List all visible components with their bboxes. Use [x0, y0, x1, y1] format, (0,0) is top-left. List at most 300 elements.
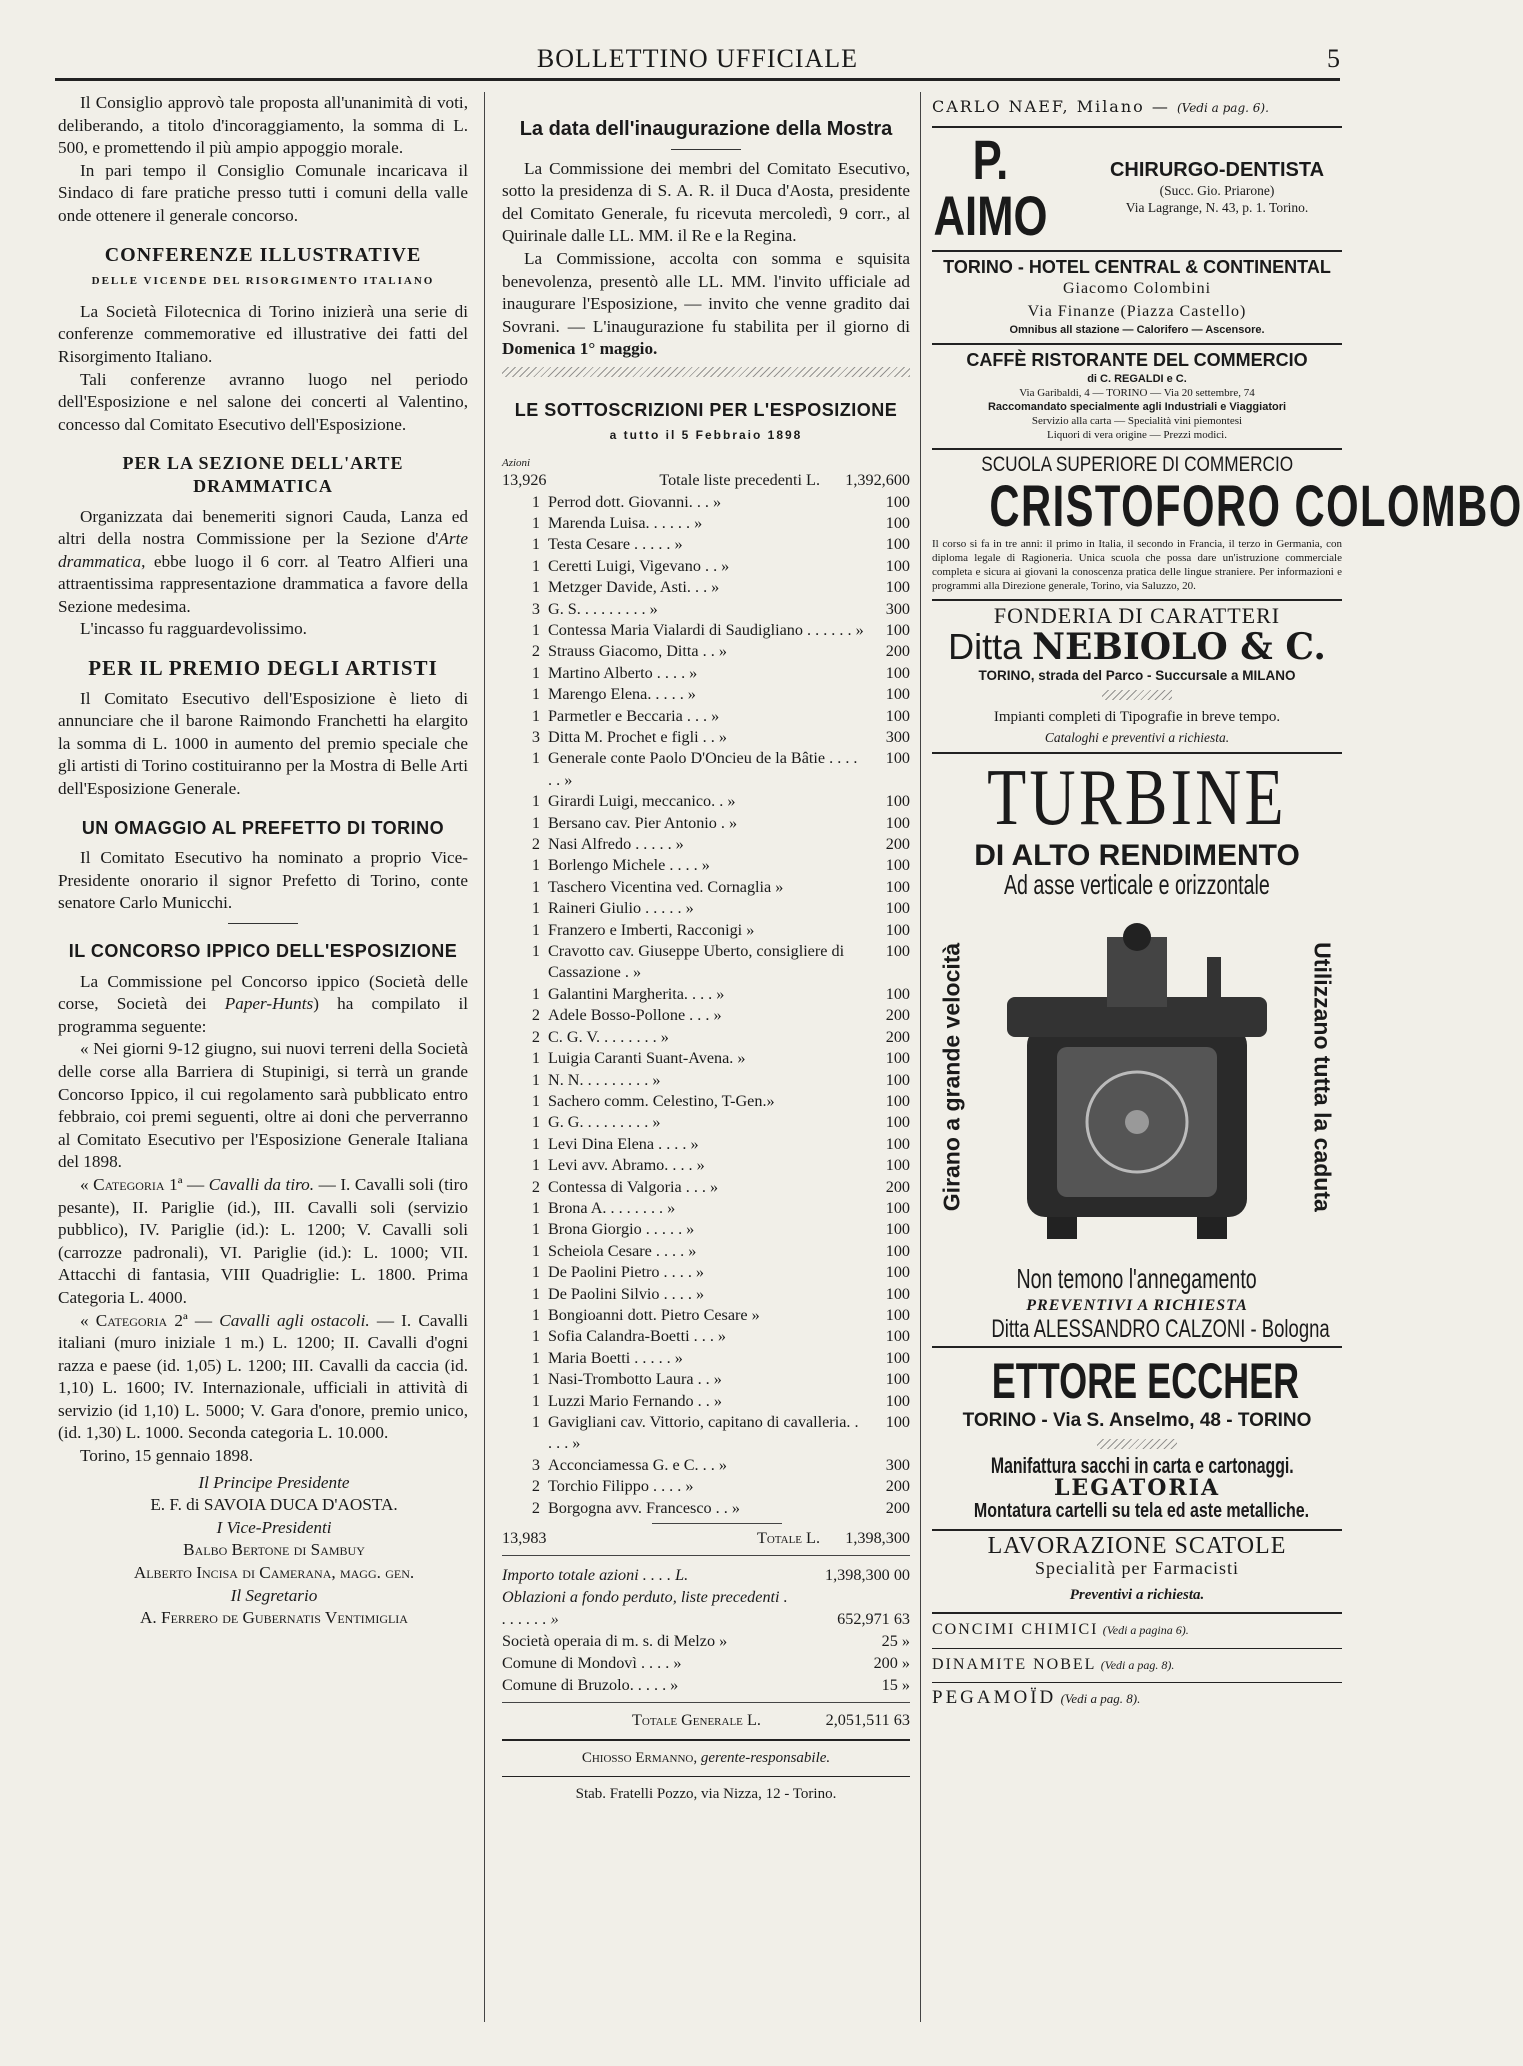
- table-row: [502, 1134, 910, 1155]
- totals-row: [502, 1630, 910, 1652]
- cell-name: Sachero comm. Celestino, T-Gen.»: [548, 1091, 775, 1110]
- cell-name: Scheiola Cesare . . . . »: [548, 1241, 697, 1260]
- aimo-block: [932, 127, 1342, 247]
- turbine-axes-text: Ad asse verticale e orizzontale: [1004, 868, 1270, 900]
- dinamite-ref: (Vedi a pag. 8).: [1100, 1657, 1175, 1672]
- cell-value: 100: [885, 1391, 910, 1410]
- fonderia-title: FONDERIA DI CARATTERI: [993, 602, 1281, 628]
- category-label: « Categoria 2ª —: [80, 1310, 220, 1330]
- date-line: Torino, 15 gennaio 1898.: [80, 1446, 254, 1466]
- text: , ebbe luogo il 6 corr. al Teatro Alfieri una attraentissima rappresentazione drammatica a favore della Sezione medesima.: [58, 551, 468, 616]
- fonderia-address: TORINO, strada del Parco - Succursale a MILANO: [978, 668, 1296, 684]
- text: Organizzata dai benemeriti signori Cauda, Lanza ed altri della nostra Commissione per la Sezione d': [58, 506, 468, 549]
- ad-calzoni: [932, 754, 1342, 1348]
- text: — I. Cavalli soli (tiro pesante), II. Pariglie (id.), III. Cavalli soli (servizio pubblico), IV. Pariglie (id.): L. 1200; V. Cavalli soli (carrozze padronali), VI. Pariglie (id.): L. 1000; VII. Attacchi di fantasia, VIII Quadriglie: L. 1800. Prima Categoria L. 4000.: [58, 1174, 468, 1307]
- cell-value: 200: [885, 1006, 910, 1025]
- paragraph: [502, 248, 910, 361]
- cell-value: 100: [885, 535, 910, 554]
- table-row: [502, 1455, 910, 1476]
- signature-name: Alberto Incisa di Camerana, magg. gen.: [133, 1563, 415, 1583]
- cell-quantity: 1: [531, 1198, 540, 1217]
- sottoscrizioni-heading: LE SOTTOSCRIZIONI PER L'ESPOSIZIONE: [514, 399, 898, 420]
- cell-name: G. G. . . . . . . . . »: [548, 1113, 661, 1132]
- cell-value: 100: [885, 856, 910, 875]
- cell-name: Gavigliani cav. Vittorio, capitano di cavalleria. . . . . »: [548, 1413, 859, 1453]
- conferenze-heading: CONFERENZE ILLUSTRATIVE: [104, 243, 422, 266]
- cell-quantity: 2: [531, 1498, 540, 1517]
- cell-quantity: 1: [531, 877, 540, 896]
- scatole-title: LAVORAZIONE SCATOLE: [987, 1532, 1287, 1559]
- paragraph: Il Consiglio approvò tale proposta all'unanimità di voti, deliberando, a titolo d'incoraggiamento, la somma di L. 500, e promettendo il più ampio appoggio morale.: [58, 93, 468, 158]
- table-row: [502, 1219, 910, 1240]
- cell-quantity: 2: [531, 1027, 540, 1046]
- column-ads: [932, 92, 1523, 1717]
- cell-quantity: 1: [531, 899, 540, 918]
- gerente-role: gerente-responsabile.: [700, 1750, 831, 1767]
- cell-value: 100: [885, 513, 910, 532]
- eccher-line-text: Montatura cartelli su tela ed aste metalliche.: [973, 1499, 1310, 1522]
- totals-row: [502, 1674, 910, 1696]
- cell-name: De Paolini Pietro . . . . »: [548, 1263, 705, 1282]
- cell-quantity: 1: [531, 1327, 540, 1346]
- cell-value: 300: [885, 599, 910, 618]
- table-row: [502, 1305, 910, 1326]
- aimo-address: Via Lagrange, N. 43, p. 1. Torino.: [1125, 199, 1309, 215]
- fonderia-line: Impianti completi di Tipografie in breve tempo.: [993, 709, 1281, 726]
- caffe-title: CAFFÈ RISTORANTE DEL COMMERCIO: [966, 350, 1308, 371]
- cell-value: 100: [885, 899, 910, 918]
- table-row: [502, 1241, 910, 1262]
- cell-label: Totale L.: [756, 1529, 820, 1548]
- cell-name: Marenda Luisa. . . . . . »: [548, 513, 703, 532]
- cell-value: 100: [885, 984, 910, 1003]
- scuola-text: Il corso si fa in tre anni: il primo in Italia, il secondo in Francia, il terzo in Germania, con diploma legale di Ragioneria. Unica scuola che possa dare un'istruzione commerciale completa e sicura ai giovani la conoscenza pratica delle lingue straniere. Per informazioni e programmi alla Direzione generale, Torino, via Saluzzo, 20.: [932, 537, 1342, 592]
- gerente-line: [502, 1747, 910, 1770]
- cell-name: Sofia Calandra-Boetti . . . »: [548, 1327, 727, 1346]
- ad-dinamite: [932, 1649, 1342, 1684]
- cell-name: Cravotto cav. Giuseppe Uberto, consigliere di Cassazione . »: [548, 942, 845, 982]
- signature-role: Il Principe Presidente: [198, 1472, 350, 1492]
- cell-value: 100: [885, 1070, 910, 1089]
- column-middle: [502, 92, 910, 1806]
- ad-caffe: [932, 345, 1342, 450]
- cell-quantity: 1: [531, 1049, 540, 1068]
- totals-row: [502, 1652, 910, 1674]
- table-row: [502, 898, 910, 919]
- cell-value: 100: [885, 578, 910, 597]
- cell-value: 200: [885, 1177, 910, 1196]
- naef-line: [932, 96, 1342, 120]
- cell-value: 100: [885, 1327, 910, 1346]
- hotel-note: Omnibus all stazione — Calorifero — Ascensore.: [1009, 324, 1265, 337]
- conferenze-subheading: DELLE VICENDE DEL RISORGIMENTO ITALIANO: [91, 275, 435, 288]
- cell-name: Bersano cav. Pier Antonio . »: [548, 813, 738, 832]
- cell-name: Contessa Maria Vialardi di Saudigliano . . . . . . »: [548, 620, 864, 639]
- cell-value: 200: [885, 1027, 910, 1046]
- cell-name: Borgogna avv. Francesco . . »: [548, 1498, 740, 1517]
- table-row: [502, 1412, 910, 1455]
- table-row: [502, 1262, 910, 1283]
- ad-concimi: [932, 1614, 1342, 1649]
- cell-name: Levi Dina Elena . . . . »: [548, 1134, 699, 1153]
- cell-quantity: 1: [531, 1070, 540, 1089]
- cell-quantity: 1: [531, 1220, 540, 1239]
- divider: [502, 1702, 910, 1703]
- paragraph: Il Comitato Esecutivo ha nominato a proprio Vice-Presidente onorario il signor Prefetto di Torino, conte senatore Carlo Municchi.: [58, 848, 468, 913]
- grand-total-row: [502, 1709, 910, 1731]
- table-row: [502, 1091, 910, 1112]
- cell-value: 100: [885, 942, 910, 961]
- eccher-legatoria: LEGATORIA: [1053, 1475, 1221, 1502]
- cell-value: 200: [885, 1498, 910, 1517]
- cell-value: 100: [885, 1305, 910, 1324]
- column-divider: [920, 92, 921, 2022]
- totals-label: Comune di Mondovì . . . . »: [502, 1654, 682, 1673]
- table-row: [502, 1284, 910, 1305]
- turbine-preventivi: PREVENTIVI A RICHIESTA: [1026, 1296, 1248, 1314]
- cell-name: Ceretti Luigi, Vigevano . . »: [548, 556, 730, 575]
- fonderia-ditta: Ditta: [948, 626, 1033, 668]
- cell-quantity: 1: [531, 556, 540, 575]
- cell-value: 100: [885, 706, 910, 725]
- table-row: [502, 834, 910, 855]
- table-row: [502, 1369, 910, 1390]
- cell-value: 100: [885, 492, 910, 511]
- totals-row: [502, 1564, 910, 1586]
- scuola-title-text: SCUOLA SUPERIORE DI COMMERCIO: [981, 452, 1293, 476]
- caffe-address: Via Garibaldi, 4 — TORINO — Via 20 settembre, 74: [1019, 386, 1255, 399]
- cell-quantity: 3: [531, 728, 540, 746]
- cell-name: Generale conte Paolo D'Oncieu de la Bâtie . . . . . . »: [548, 749, 858, 789]
- cell-quantity: 1: [531, 513, 540, 532]
- cell-value: 100: [885, 1284, 910, 1303]
- hotel-address: Via Finanze (Piazza Castello): [1027, 302, 1247, 320]
- cell-quantity: 1: [531, 984, 540, 1003]
- inaugurazione-heading: La data dell'inaugurazione della Mostra: [519, 118, 893, 140]
- cell-name: Raineri Giulio . . . . . »: [548, 899, 694, 918]
- cell-quantity: 1: [531, 1391, 540, 1410]
- fonderia-line: Cataloghi e preventivi a richiesta.: [1044, 729, 1230, 745]
- turbine-machine-icon: [987, 917, 1287, 1247]
- eccher-line-text: Manifattura sacchi in carta e cartonaggi.: [990, 1452, 1294, 1478]
- table-row: [502, 1348, 910, 1369]
- turbine-annegamento: [932, 1263, 1342, 1295]
- caffe-line: Raccomandato specialmente agli Industriali e Viaggiatori: [987, 400, 1287, 413]
- paragraph: [58, 1174, 468, 1310]
- totals-label: Comune di Bruzolo. . . . . »: [502, 1676, 679, 1695]
- table-row: [502, 1476, 910, 1497]
- ad-scatole: [932, 1531, 1342, 1615]
- divider: [671, 149, 741, 150]
- cell-name: Ditta M. Prochet e figli . . »: [548, 728, 727, 746]
- cell-name: Contessa di Valgoria . . . »: [548, 1177, 719, 1196]
- text: La Commissione, accolta con somma e squisita benevolenza, presentò alle LL. MM. l'invito ufficiale ad inaugurare l'Esposizione, — invito che venne gradito dai Sovrani. — L'inaugurazione fu stabilita per il giorno di: [502, 248, 910, 336]
- eccher-address: TORINO - Via S. Anselmo, 48 - TORINO: [962, 1410, 1312, 1432]
- cell-name: Franzero e Imberti, Racconigi »: [548, 920, 755, 939]
- cell-value: 100: [885, 1241, 910, 1260]
- totals-value: 1,398,300 00: [825, 1566, 910, 1585]
- eccher-name: [932, 1352, 1342, 1410]
- cell-quantity: 2: [531, 1006, 540, 1025]
- signature-name: E. F. di SAVOIA DUCA D'AOSTA.: [150, 1495, 398, 1515]
- table-row: [502, 1498, 910, 1519]
- turbine-ditta: [932, 1314, 1342, 1343]
- table-row: [502, 727, 910, 748]
- naef-ref: (Vedi a pag. 6).: [1176, 101, 1269, 115]
- table-row: [502, 748, 910, 791]
- cell-value: 100: [885, 1091, 910, 1110]
- cell-name: Luzzi Mario Fernando . . »: [548, 1391, 722, 1410]
- cell-quantity: 1: [531, 1284, 540, 1303]
- cell-value: 100: [885, 1348, 910, 1367]
- table-row: [502, 791, 910, 812]
- cell-quantity: 1: [531, 856, 540, 875]
- subscriptions-total: [502, 1528, 910, 1549]
- ad-naef: [932, 92, 1342, 128]
- table-row: [502, 1326, 910, 1347]
- cell-name: Marengo Elena. . . . . »: [548, 685, 696, 704]
- scatole-preventivi: Preventivi a richiesta.: [1069, 1586, 1205, 1603]
- aimo-succ: (Succ. Gio. Priarone): [1159, 182, 1275, 198]
- signature-role: Il Segretario: [230, 1585, 318, 1605]
- aimo-name: P. AIMO: [933, 127, 1048, 247]
- table-row: [502, 599, 910, 620]
- cell-value: 1,392,600: [845, 471, 910, 490]
- cell-value: 200: [885, 1477, 910, 1496]
- category-name: Cavalli agli ostacoli.: [219, 1310, 370, 1330]
- cell-value: 200: [885, 642, 910, 661]
- cell-quantity: 1: [531, 663, 540, 682]
- paragraph: [58, 971, 468, 1039]
- cell-value: 100: [885, 1370, 910, 1389]
- cell-value: 100: [885, 920, 910, 939]
- cell-name: Maria Boetti . . . . . »: [548, 1348, 683, 1367]
- cell-value: 300: [885, 728, 910, 746]
- naef-name: CARLO NAEF, Milano —: [932, 97, 1177, 116]
- cell-quantity: 1: [531, 685, 540, 704]
- cell-name: Taschero Vicentina ved. Cornaglia »: [548, 877, 784, 896]
- ippico-heading: IL CONCORSO IPPICO DELL'ESPOSIZIONE: [68, 941, 458, 961]
- cell-value: 100: [885, 792, 910, 811]
- cell-quantity: 1: [531, 749, 540, 768]
- divider: [502, 1776, 910, 1777]
- signature-name: A. Ferrero de Gubernatis Ventimiglia: [140, 1608, 408, 1628]
- azioni-label: Azioni: [502, 457, 531, 470]
- table-row: [502, 513, 910, 534]
- ad-nebiolo: [932, 601, 1342, 754]
- cell-value: 100: [885, 1220, 910, 1239]
- column-left: [58, 92, 468, 1630]
- totals-row: [502, 1586, 910, 1630]
- text: ) ha compilato il programma seguente:: [58, 994, 468, 1036]
- cell-name: Levi avv. Abramo. . . . »: [548, 1156, 705, 1175]
- subscriptions-list: [502, 492, 910, 1520]
- paragraph: « Nei giorni 9-12 giugno, sui nuovi terreni della Società delle corse alla Barriera di Stupinigi, si terrà un grande Concorso Ippico, il cui regolamento sarà pubblicato entro febbraio, coi premi seguenti, oltre ai doni che perverranno al Comitato Esecutivo per l'Esposizione Generale Italiana del 1898.: [58, 1039, 468, 1172]
- cell-name: Metzger Davide, Asti. . . »: [548, 578, 720, 597]
- cell-name: Testa Cesare . . . . . »: [548, 535, 683, 554]
- table-row: [502, 855, 910, 876]
- cell-quantity: 1: [531, 1305, 540, 1324]
- table-row: [502, 1048, 910, 1069]
- table-row: [502, 813, 910, 834]
- table-row: [502, 641, 910, 662]
- table-row: [502, 920, 910, 941]
- premio-heading: PER IL PREMIO DEGLI ARTISTI: [88, 656, 438, 681]
- totals-value: 25 »: [881, 1632, 910, 1651]
- cell-name: Bongioanni dott. Pietro Cesare »: [548, 1305, 760, 1324]
- cell-value: 300: [885, 1455, 910, 1474]
- category-name: Cavalli da tiro.: [208, 1174, 315, 1194]
- table-row: [502, 1177, 910, 1198]
- cell-value: 100: [885, 1198, 910, 1217]
- text: La Commissione pel Concorso ippico (Società delle corse, Società dei: [58, 971, 468, 1014]
- cell-quantity: 1: [531, 1134, 540, 1153]
- italic-text: Arte drammatica: [58, 529, 468, 571]
- cell-quantity: 1: [531, 492, 540, 511]
- turbine-title: TURBINE: [987, 753, 1287, 842]
- page-number: 5: [1327, 44, 1340, 73]
- ad-aimo: [932, 128, 1342, 252]
- cell-quantity: 1: [531, 578, 540, 597]
- divider: [228, 923, 298, 924]
- cell-value: 100: [885, 685, 910, 704]
- table-row: [502, 1027, 910, 1048]
- cell-name: Martino Alberto . . . . »: [548, 663, 698, 682]
- aimo-title: CHIRURGO-DENTISTA: [1109, 159, 1325, 182]
- cell-name: Brona Giorgio . . . . . »: [548, 1220, 695, 1239]
- cell-name: N. N. . . . . . . . . »: [548, 1070, 661, 1089]
- cell-name: Luigia Caranti Suant-Avena. »: [548, 1049, 746, 1068]
- column-divider: [484, 92, 485, 2022]
- turbine-ditta-text: Ditta ALESSANDRO CALZONI - Bologna: [991, 1314, 1330, 1343]
- table-row: [502, 1070, 910, 1091]
- eccher-line: [932, 1500, 1342, 1523]
- text: — I. Cavalli italiani (muro iniziale 1 m.) L. 1200; II. Cavalli d'ogni razza e paese (id. 1,05) L. 1200; III. Cavalli da caccia (id. 1,10) L. 1600; IV. Internazionale, ufficiali in attività di servizio (id 1,10) L. 5000; V. Gara d'onore, premio unico, (id. 1,30) L. 1000. Seconda categoria L. 10.000.: [58, 1310, 468, 1443]
- wavy-divider: [502, 367, 910, 377]
- paragraph: Tali conferenze avranno luogo nel periodo dell'Esposizione e nel salone dei concerti al Valentino, concesso dal Comitato Esecutivo dell'Esposizione.: [58, 369, 468, 434]
- sezione-heading: PER LA SEZIONE DELL'ARTE DRAMMATICA: [122, 453, 404, 496]
- totals-label: Oblazioni a fondo perduto, liste precedenti . . . . . . . »: [502, 1588, 788, 1629]
- turbine-axes: [932, 868, 1342, 900]
- cell-value: 100: [885, 620, 910, 639]
- totals-block: [502, 1564, 910, 1731]
- dinamite-name: DINAMITE NOBEL: [932, 1655, 1097, 1673]
- cell-label: Totale liste precedenti L.: [659, 471, 820, 490]
- turbine-subtitle: DI ALTO RENDIMENTO: [974, 838, 1300, 872]
- cell-quantity: 1: [531, 535, 540, 554]
- cell-quantity: 2: [531, 1477, 540, 1496]
- gerente-name: Chiosso Ermanno,: [581, 1750, 698, 1767]
- cell-value: 100: [885, 1263, 910, 1282]
- cell-value: 100: [885, 1413, 910, 1431]
- ad-pegamoid: [932, 1683, 1342, 1717]
- cell-name: Torchio Filippo . . . . »: [548, 1477, 694, 1496]
- italic-text: Paper-Hunts: [224, 994, 314, 1014]
- cell-name: G. S. . . . . . . . . »: [548, 599, 658, 618]
- cell-value: 100: [885, 1113, 910, 1132]
- turbine-annegamento-text: Non temono l'annegamento: [1016, 1263, 1258, 1295]
- table-row: [502, 620, 910, 641]
- signature-name: Balbo Bertone di Sambuy: [183, 1540, 365, 1560]
- table-row: [502, 1198, 910, 1219]
- cell-value: 100: [885, 749, 910, 768]
- category-label: « Categoria 1ª —: [80, 1174, 209, 1194]
- divider: [652, 1523, 782, 1524]
- turbine-right-text: Utilizzano tutta la caduta: [1309, 942, 1336, 1213]
- wavy-divider: [1097, 1439, 1177, 1449]
- concimi-name: CONCIMI CHIMICI: [932, 1621, 1099, 1639]
- cell-quantity: 13,983: [502, 1529, 547, 1548]
- totals-label: Importo totale azioni . . . . L.: [502, 1566, 689, 1585]
- cell-quantity: 1: [531, 813, 540, 832]
- scuola-name: CRISTOFORO COLOMBO: [989, 473, 1523, 539]
- eccher-line: [932, 1452, 1342, 1478]
- cell-quantity: 3: [531, 599, 540, 618]
- cell-value: 100: [885, 1134, 910, 1153]
- aimo-details: [1092, 159, 1342, 216]
- cell-quantity: 1: [531, 920, 540, 939]
- cell-quantity: 1: [531, 1241, 540, 1260]
- cell-name: Galantini Margherita. . . . »: [548, 984, 725, 1003]
- concimi-ref: (Vedi a pagina 6).: [1102, 1623, 1189, 1638]
- pegamoid-name: PEGAMOÏD: [932, 1687, 1057, 1709]
- table-row: [502, 577, 910, 598]
- caffe-owner: di C. REGALDI e C.: [1087, 372, 1187, 385]
- cell-quantity: 1: [531, 1113, 540, 1132]
- caffe-line: Liquori di vera origine — Prezzi modici.: [1047, 428, 1227, 441]
- table-row: [502, 1155, 910, 1176]
- cell-value: 100: [885, 663, 910, 682]
- grand-total-label: Totale Generale L.: [632, 1711, 761, 1730]
- ad-scuola: [932, 450, 1523, 601]
- cell-quantity: 1: [531, 942, 540, 961]
- hotel-owner: Giacomo Colombini: [1062, 280, 1212, 298]
- table-row: [502, 877, 910, 898]
- cell-name: De Paolini Silvio . . . . »: [548, 1284, 705, 1303]
- ad-hotel: [932, 252, 1342, 346]
- cell-name: Brona A. . . . . . . . »: [548, 1198, 676, 1217]
- cell-name: Borlengo Michele . . . . »: [548, 856, 710, 875]
- cell-quantity: 1: [531, 1370, 540, 1389]
- paragraph: [58, 1310, 468, 1446]
- bold-text: Domenica 1° maggio.: [502, 339, 658, 359]
- cell-quantity: 1: [531, 620, 540, 639]
- page-header: [55, 40, 1340, 76]
- cell-value: 100: [885, 556, 910, 575]
- table-row: [502, 534, 910, 555]
- journal-title: BOLLETTINO UFFICIALE: [536, 44, 859, 73]
- table-row: [502, 941, 910, 984]
- table-row: [502, 556, 910, 577]
- table-row: [502, 470, 910, 491]
- cell-quantity: 1: [531, 1348, 540, 1367]
- cell-name: Girardi Luigi, meccanico. . »: [548, 792, 736, 811]
- cell-name: Acconciamessa G. e C. . . »: [548, 1455, 727, 1474]
- cell-name: Strauss Giacomo, Ditta . . »: [548, 642, 727, 661]
- wavy-divider: [1102, 690, 1172, 700]
- cell-quantity: 1: [531, 1263, 540, 1282]
- table-row: [502, 1391, 910, 1412]
- cell-value: 100: [885, 1156, 910, 1175]
- cell-quantity: 1: [531, 1156, 540, 1175]
- cell-value: 1,398,300: [845, 1529, 910, 1548]
- paragraph: Il Comitato Esecutivo dell'Esposizione è lieto di annunciare che il barone Raimondo Franchetti ha elargito la somma di L. 1000 in aumento del premio speciale che gli artisti di Torino costituiranno per la Mostra di Belle Arti dell'Esposizione Generale.: [58, 688, 468, 799]
- turbine-left-caption: [932, 912, 972, 1242]
- paragraph: In pari tempo il Consiglio Comunale incaricava il Sindaco di fare pratiche presso tutti i comuni della valle onde ottenere il generale concorso.: [58, 160, 468, 225]
- cell-quantity: 1: [531, 1091, 540, 1110]
- cell-value: 200: [885, 835, 910, 854]
- cell-quantity: 3: [531, 1455, 540, 1474]
